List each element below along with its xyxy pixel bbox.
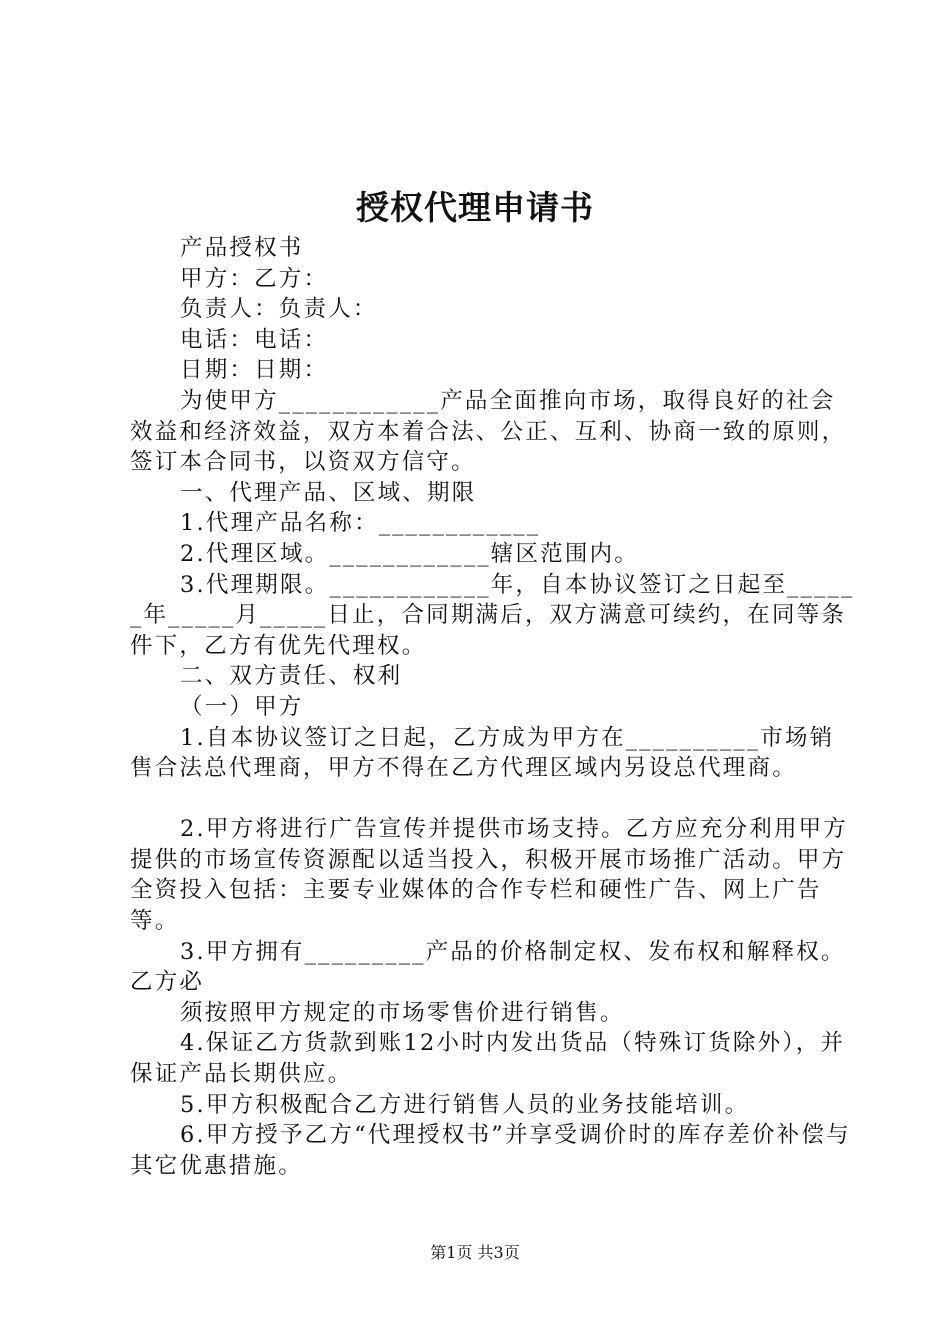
paragraph: 3.甲方拥有_________产品的价格制定权、发布权和解释权。乙方必 [130,938,846,996]
paragraph: 2.代理区域。____________辖区范围内。 [180,540,639,567]
phone-line: 电话：电话： [180,326,329,353]
paragraph: 2.甲方将进行广告宣传并提供市场支持。乙方应充分利用甲方提供的市场宣传资源配以适当投入，积极开展市场推广活动。甲方全资投入包括：主要专业媒体的合作专栏和硬性广告、网上广告等。 [130,816,849,935]
page-number: 第1页 共3页 [430,1243,520,1262]
party-line: 甲方：乙方： [180,265,329,292]
intro-paragraph: 为使甲方____________产品全面推向市场，取得良好的社会效益和经济效益，双方本着合法、公正、互利、协商一致的原则，签订本合同书，以资双方信守。 [130,387,847,476]
paragraph: 须按照甲方规定的市场零售价进行销售。 [180,999,625,1026]
blank-line [130,784,855,815]
paragraph: 4.保证乙方货款到账12小时内发出货品（特殊订货除外），并保证产品长期供应。 [130,1030,846,1088]
paragraph: 3.代理期限。____________年，自本协议签订之日起至______年_____月_____日止，合同期满后，双方满意可续约，在同等条件下，乙方有优先代理权。 [130,571,855,659]
date-line: 日期：日期： [180,357,329,384]
section-heading: 一、代理产品、区域、期限 [180,479,477,506]
subtitle-line: 产品授权书 [180,235,304,261]
paragraph: 1.代理产品名称：____________ [180,510,541,537]
paragraph: 5.甲方积极配合乙方进行销售人员的业务技能培训。 [180,1091,750,1118]
responsible-line: 负责人：负责人： [180,296,378,323]
section-heading: 二、双方责任、权利 [180,663,403,690]
document-title: 授权代理申请书 [356,188,594,227]
paragraph: 1.自本协议签订之日起，乙方成为甲方在__________市场销售合法总代理商，甲方不得在乙方代理区域内另设总代理商。 [130,724,835,782]
subsection-heading: （一）甲方 [180,693,304,720]
paragraph: 6.甲方授予乙方“代理授权书”并享受调价时的库存差价补偿与其它优惠措施。 [130,1122,851,1179]
document-body [130,233,855,1181]
